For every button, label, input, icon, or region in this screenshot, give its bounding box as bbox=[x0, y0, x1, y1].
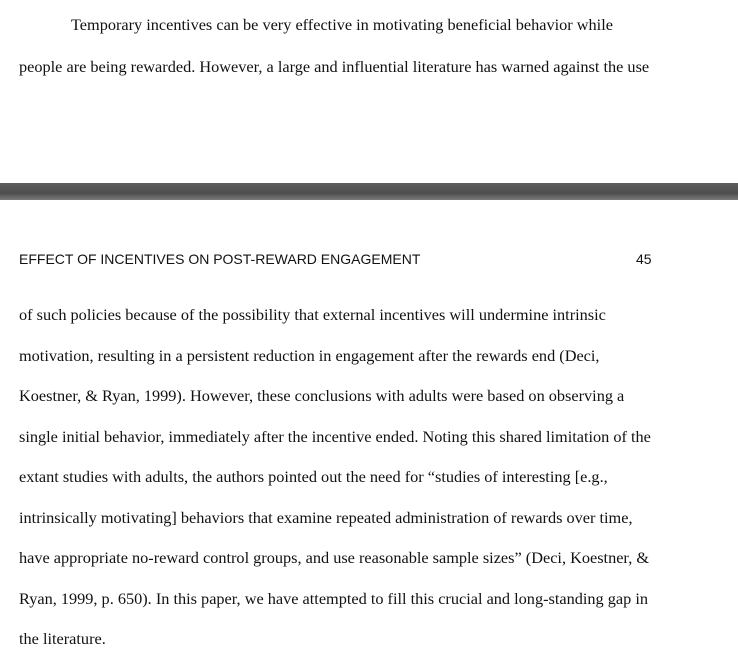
body-text-line: Ryan, 1999, p. 650). In this paper, we have attempted to fill this crucial and long-standing gap in bbox=[19, 589, 648, 608]
body-text-line: people are being rewarded. However, a large and influential literature has warned against the use bbox=[19, 57, 650, 76]
running-head: EFFECT OF INCENTIVES ON POST-REWARD ENGAGEMENT bbox=[19, 251, 421, 267]
body-text-line: Temporary incentives can be very effective in motivating beneficial behavior while bbox=[71, 15, 613, 34]
body-text-line: extant studies with adults, the authors pointed out the need for “studies of interesting [e.g., bbox=[19, 467, 608, 486]
page-separator bbox=[0, 183, 738, 200]
body-text-line: intrinsically motivating] behaviors that examine repeated administration of rewards over time, bbox=[19, 508, 633, 527]
page-number: 45 bbox=[636, 251, 652, 267]
body-text-line: motivation, resulting in a persistent reduction in engagement after the rewards end (Deci, bbox=[19, 346, 600, 365]
body-text-line: Koestner, & Ryan, 1999). However, these conclusions with adults were based on observing a bbox=[19, 386, 625, 405]
body-text-line: single initial behavior, immediately after the incentive ended. Noting this shared limitation of the bbox=[19, 427, 651, 446]
body-text-line: have appropriate no-reward control groups, and use reasonable sample sizes” (Deci, Koestner, & bbox=[19, 548, 650, 567]
body-text-line: of such policies because of the possibility that external incentives will undermine intrinsic bbox=[19, 305, 606, 324]
body-text-line: the literature. bbox=[19, 629, 106, 648]
